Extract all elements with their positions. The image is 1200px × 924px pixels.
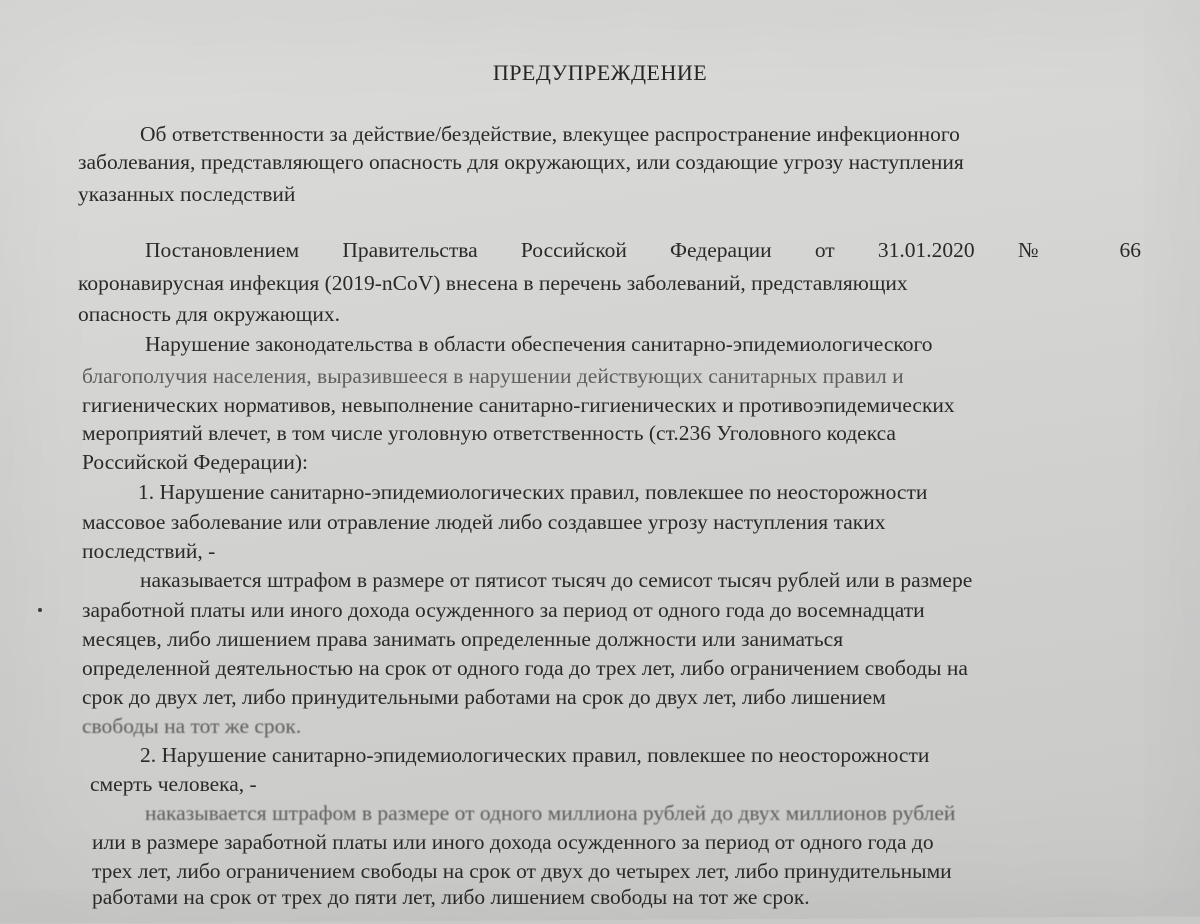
intro-line: Об ответственности за действие/бездействие, влекущее распространение инфекционного xyxy=(140,122,960,146)
penalty-line: работами на срок от трех до пяти лет, либо лишением свободы на тот же срок. xyxy=(92,885,810,909)
paragraph-line: Российской Федерации): xyxy=(82,450,309,474)
penalty-line: наказывается штрафом в размере от одного миллиона рублей до двух миллионов рублей xyxy=(145,801,956,825)
paragraph-line: благополучия населения, выразившееся в нарушении действующих санитарных правил и xyxy=(82,364,904,388)
paragraph-line: мероприятий влечет, в том числе уголовную ответственность (ст.236 Уголовного кодекса xyxy=(82,421,896,445)
list-item-line: 2. Нарушение санитарно-эпидемиологических правил, повлекшее по неосторожности xyxy=(140,743,930,767)
paragraph-line: гигиенических нормативов, невыполнение санитарно-гигиенических и противоэпидемических xyxy=(82,393,955,417)
penalty-line: месяцев, либо лишением права занимать определенные должности или заниматься xyxy=(82,627,844,651)
paragraph-line: Постановлением Правительства Российской Федерации от 31.01.2020 № 66 xyxy=(145,238,1141,262)
document-title: ПРЕДУПРЕЖДЕНИЕ xyxy=(492,60,708,85)
list-item-line: 1. Нарушение санитарно-эпидемиологических правил, повлекшее по неосторожности xyxy=(138,480,928,504)
list-item-line: смерть человека, - xyxy=(90,772,257,796)
intro-line: заболевания, представляющего опасность для окружающих, или создающие угрозу наступления xyxy=(78,150,964,174)
penalty-line: срок до двух лет, либо принудительными работами на срок до двух лет, либо лишением xyxy=(82,685,886,709)
penalty-line: трех лет, либо ограничением свободы на срок от двух до четырех лет, либо принудительными xyxy=(92,859,952,883)
list-item-line: последствий, - xyxy=(82,539,216,563)
penalty-line: определенной деятельностью на срок от одного года до трех лет, либо ограничением свободы на xyxy=(82,656,968,680)
penalty-line: наказывается штрафом в размере от пятисот тысяч до семисот тысяч рублей или в размере xyxy=(140,568,973,592)
list-item-line: массовое заболевание или отравление людей либо создавшее угрозу наступления таких xyxy=(82,510,886,534)
penalty-line: свободы на тот же срок. xyxy=(82,714,302,738)
paragraph-line: опасность для окружающих. xyxy=(78,302,340,326)
intro-line: указанных последствий xyxy=(78,182,296,206)
paragraph-line: Нарушение законодательства в области обеспечения санитарно-эпидемиологического xyxy=(145,332,933,356)
paragraph-line: коронавирусная инфекция (2019-nCoV) внесена в перечень заболеваний, представляющих xyxy=(78,271,908,295)
paper-speck xyxy=(38,608,42,612)
penalty-line: или в размере заработной платы или иного дохода осужденного за период от одного года до xyxy=(92,830,934,854)
penalty-line: заработной платы или иного дохода осужденного за период от одного года до восемнадцати xyxy=(82,598,925,622)
